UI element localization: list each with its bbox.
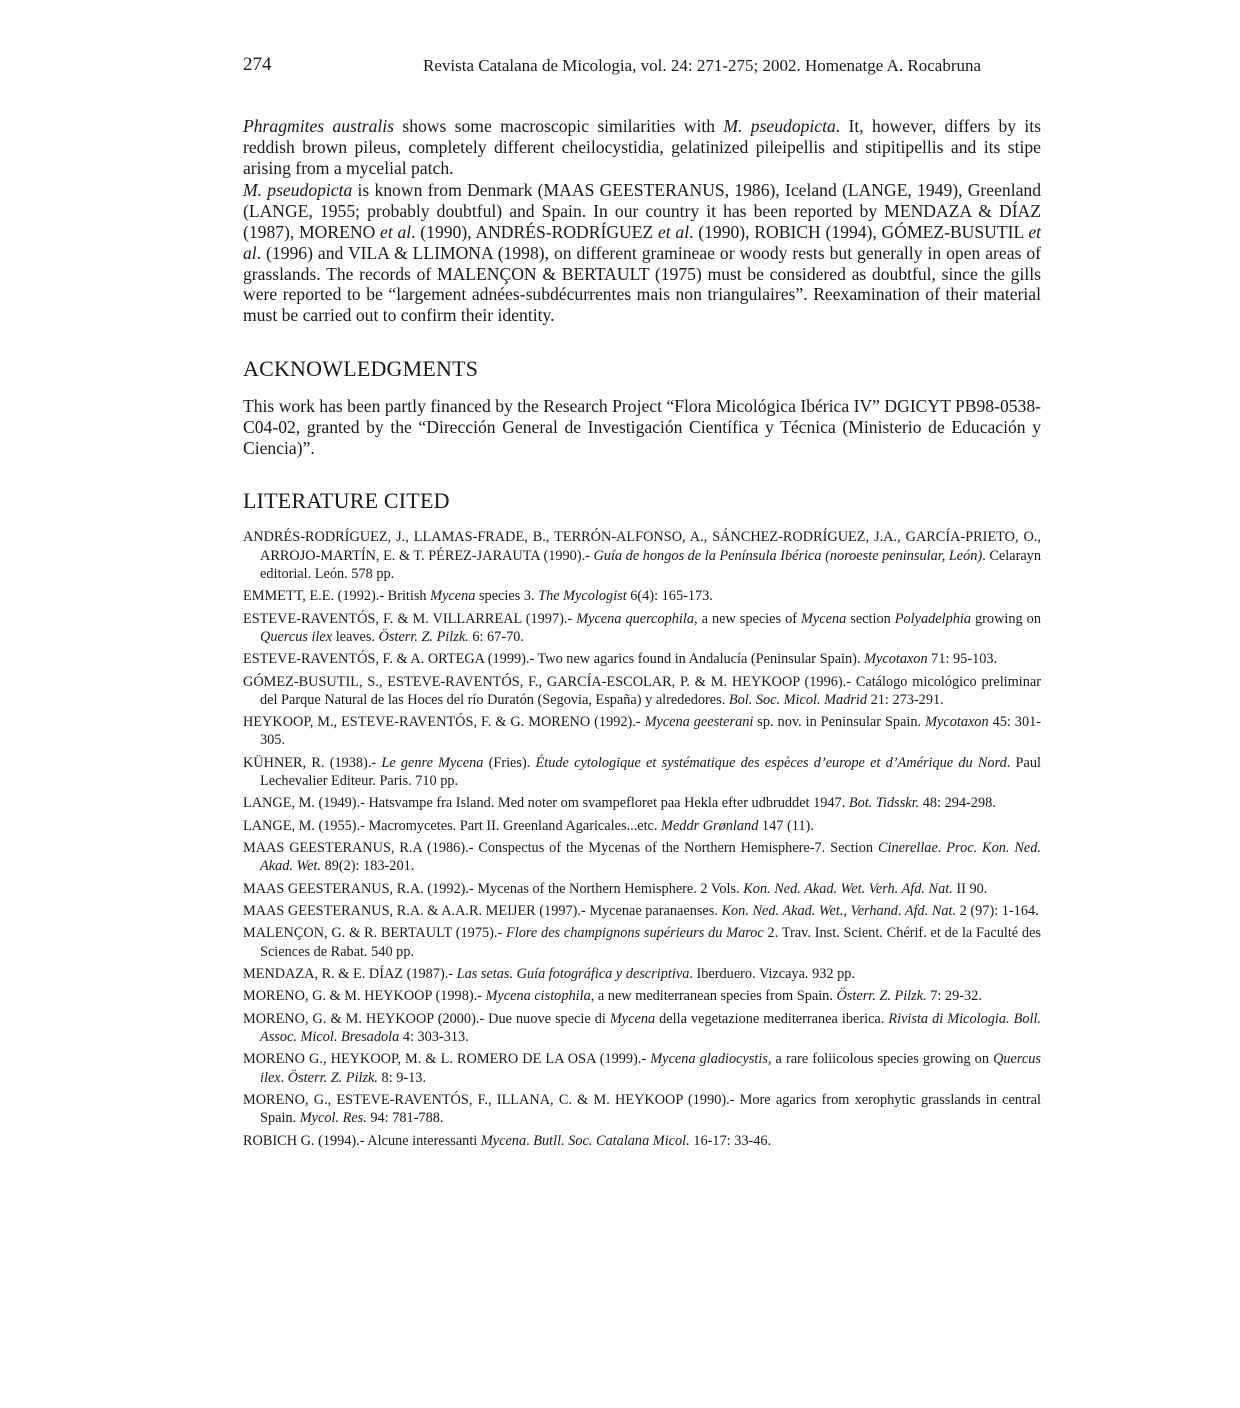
text-run: LANGE, M. (1949).- Hatsvampe fra Island. Med noter om svampefloret paa Hekla efter udbruddet 1947. (243, 795, 849, 812)
reference-entry (243, 902, 1041, 920)
text-run: MORENO G., HEYKOOP, M. & L. ROMERO DE LA OSA (1999).- (243, 1051, 651, 1068)
italic-text: Mycotaxon (864, 651, 928, 668)
text-run: , a new mediterranean species from Spain. (590, 988, 837, 1005)
text-run: species 3. (475, 588, 539, 605)
text-run: growing on (971, 610, 1041, 627)
text-run: . Iberduero. Vizcaya. 932 pp. (689, 966, 855, 983)
reference-entry (243, 713, 1041, 749)
text-run: MENDAZA, R. & E. DÍAZ (1987).- (243, 966, 457, 983)
text-run: EMMETT, E.E. (1992).- British (243, 588, 431, 605)
reference-entry (243, 924, 1041, 960)
text-run: della vegetazione mediterranea iberica. (655, 1010, 889, 1027)
reference-entry (243, 987, 1041, 1005)
text-run: MAAS GEESTERANUS, R.A (1986).- Conspectus of the Mycenas of the Northern Hemisphere-7. Section (243, 840, 878, 857)
reference-entry (243, 965, 1041, 983)
text-run: sp. nov. in Peninsular Spain. (753, 714, 926, 731)
text-run: 2 (97): 1-164. (956, 903, 1039, 920)
reference-list (243, 528, 1041, 1149)
body-text (243, 116, 1041, 326)
reference-entry (243, 880, 1041, 898)
text-run: . (1990), ANDRÉS-RODRÍGUEZ (411, 221, 658, 242)
italic-text: Kon. Ned. Akad. Wet., Verhand. Afd. Nat. (721, 903, 957, 920)
text-run: 6(4): 165-173. (626, 588, 713, 605)
text-run: 7: 29-32. (926, 988, 982, 1005)
text-run: 4: 303-313. (399, 1029, 469, 1046)
reference-entry (243, 754, 1041, 790)
text-run: HEYKOOP, M., ESTEVE-RAVENTÓS, F. & G. MORENO (1992).- (243, 714, 645, 731)
text-run: ROBICH G. (1994).- Alcune interessanti (243, 1132, 481, 1149)
acknowledgments-heading: ACKNOWLEDGMENTS (243, 355, 479, 381)
italic-text: Kon. Ned. Akad. Wet. Verh. Afd. Nat. (743, 880, 953, 897)
text-run: 6: 67-70. (468, 628, 524, 645)
text-run: 89(2): 183-201. (321, 858, 415, 875)
text-run: LANGE, M. (1955).- Macromycetes. Part II. Greenland Agaricales...etc. (243, 817, 662, 834)
italic-text: Phragmites australis (243, 116, 395, 136)
italic-text: Las setas. Guía fotográfica y descriptiva (456, 966, 690, 983)
text-run: 21: 273-291. (867, 691, 944, 708)
text-run: 16-17: 33-46. (689, 1132, 772, 1149)
text-run: MORENO, G. & M. HEYKOOP (2000).- Due nuove specie di (243, 1010, 610, 1027)
text-run: . It, however, differs by its reddish brown pileus, completely different cheilocystidia, gelatinized pileipellis and stipitipellis and its stipe arising from a mycelial patch. (243, 116, 1041, 178)
italic-text: Bol. Soc. Micol. Madrid (728, 691, 868, 708)
reference-entry (243, 1132, 1041, 1150)
italic-text: M. pseudopicta (723, 116, 836, 136)
italic-text: et al (380, 221, 412, 242)
literature-heading: LITERATURE CITED (243, 488, 450, 514)
italic-text: Rivista di Micologia. Boll. Assoc. Micol. Bresadola (260, 1010, 1041, 1046)
acknowledgments-text: This work has been partly financed by the Research Project “Flora Micológica Ibérica IV” DGICYT PB98-0538-C04-02, granted by the “Dirección General de Investigación Científica y Técnica (Ministerio de Educación y Ciencia)”. (243, 395, 1041, 458)
text-run: MAAS GEESTERANUS, R.A. (1992).- Mycenas of the Northern Hemisphere. 2 Vols. (243, 880, 744, 897)
text-run: MALENÇON, G. & R. BERTAULT (1975).- (243, 925, 507, 942)
italic-text: Mycena (430, 588, 476, 605)
text-run: . (1990), ROBICH (1994), GÓMEZ-BUSUTIL (689, 221, 1029, 242)
text-run: leaves. (332, 628, 379, 645)
italic-text: Meddr Grønland (661, 817, 759, 834)
text-run: KÜHNER, R. (1938).- (243, 754, 382, 771)
text-run: GÓMEZ-BUSUTIL, S., ESTEVE-RAVENTÓS, F., GARCÍA-ESCOLAR, P. & M. HEYKOOP (1996).- Catálogo micológico preliminar del Parque Natural de las Hoces del río Duratón (Segovia, España) y alrededores. (243, 673, 1041, 708)
italic-text: Cinerellae (877, 840, 938, 857)
reference-entry (243, 650, 1041, 668)
italic-text: Guía de hongos de la Península Ibérica (noroeste peninsular, León) (593, 547, 983, 564)
text-run: ANDRÉS-RODRÍGUEZ, J., LLAMAS-FRADE, B., TERRÓN-ALFONSO, A., SÁNCHEZ-RODRÍGUEZ, J.A., GARCÍA-PRIETO, O., ARROJO-MARTÍN, E. & T. PÉREZ-JARAUTA (1990).- (243, 529, 1041, 564)
reference-entry (243, 528, 1041, 583)
text-run: 2. Trav. Inst. Scient. Chérif. et de la Faculté des Sciences de Rabat. 540 pp. (260, 925, 1041, 960)
italic-text: Österr. Z. Pilzk. (287, 1069, 378, 1086)
text-run: . (526, 1132, 534, 1149)
italic-text: Mycena geesterani (644, 714, 754, 731)
text-run: MORENO, G. & M. HEYKOOP (1998).- (243, 988, 486, 1005)
italic-text: Flore des champignons supérieurs du Maroc (506, 925, 764, 942)
reference-entry (243, 587, 1041, 605)
text-run: 8: 9-13. (377, 1069, 427, 1086)
page-header (243, 54, 1003, 78)
text-run: . Celarayn editorial. León. 578 pp. (260, 547, 1041, 582)
reference-entry (243, 839, 1041, 875)
italic-text: Mycena cistophila (485, 988, 591, 1005)
text-run: ESTEVE-RAVENTÓS, F. & A. ORTEGA (1999).- Two new agarics found in Andalucía (Peninsular Spain). (243, 651, 865, 668)
italic-text: The Mycologist (538, 588, 627, 605)
reference-entry (243, 610, 1041, 646)
text-run: 94: 781-788. (366, 1110, 444, 1127)
reference-entry (243, 673, 1041, 709)
italic-text: Bot. Tidsskr. (848, 795, 920, 812)
reference-entry (243, 794, 1041, 812)
reference-entry (243, 817, 1041, 835)
italic-text: M. pseudopicta (243, 180, 353, 201)
italic-text: Mycol. Res. (299, 1110, 367, 1127)
text-run: 147 (11). (758, 817, 814, 834)
body-paragraph (243, 116, 1041, 178)
text-run: MORENO, G., ESTEVE-RAVENTÓS, F., ILLANA, C. & M. HEYKOOP (1990).- More agarics from xerophytic grasslands in central Spain. (243, 1092, 1041, 1127)
italic-text: Butll. Soc. Catalana Micol. (533, 1132, 690, 1149)
text-run: II 90. (952, 880, 988, 897)
reference-entry (243, 1091, 1041, 1127)
text-run: (Fries). (483, 754, 536, 771)
italic-text: Polyadelphia (894, 610, 971, 627)
text-run: ESTEVE-RAVENTÓS, F. & M. VILLARREAL (1997).- (243, 610, 577, 627)
page-number: 274 (243, 54, 272, 75)
text-run: . (937, 840, 947, 857)
italic-text: Mycotaxon (925, 714, 989, 731)
text-run: , a new species of (694, 610, 801, 627)
reference-entry (243, 1010, 1041, 1046)
italic-text: Mycena (609, 1010, 656, 1027)
reference-entry (243, 1050, 1041, 1086)
italic-text: et al (243, 221, 1042, 263)
running-head: Revista Catalana de Micologia, vol. 24: 271-275; 2002. Homenatge A. Rocabruna (423, 56, 982, 75)
text-run: shows some macroscopic similarities with (394, 116, 724, 136)
text-run: . Paul Lechevalier Editeur. Paris. 710 pp. (260, 754, 1041, 789)
text-run: 45: 301-305. (260, 714, 1041, 749)
text-run: section (846, 610, 895, 627)
text-run: MAAS GEESTERANUS, R.A. & A.A.R. MEIJER (1997).- Mycenae paranaenses. (243, 903, 722, 920)
italic-text: Mycena gladiocystis (650, 1051, 768, 1068)
italic-text: Quercus ilex (260, 628, 333, 645)
italic-text: Proc. Kon. Ned. Akad. Wet. (260, 840, 1041, 875)
page-content (243, 116, 1041, 1154)
italic-text: Österr. Z. Pilzk. (836, 988, 927, 1005)
text-run: , a rare foliicolous species growing on (767, 1051, 994, 1068)
text-run: is known from Denmark (MAAS GEESTERANUS, 1986), Iceland (LANGE, 1949), Greenland (LANGE, 1955; probably doubtful) and Spain. In our country it has been reported by MENDAZA & DÍAZ (1987), MORENO (243, 180, 1041, 242)
italic-text: et al (657, 221, 690, 242)
italic-text: Mycena (480, 1132, 527, 1149)
text-run: . (280, 1069, 288, 1086)
italic-text: Mycena (801, 610, 847, 627)
italic-text: Mycena quercophila (576, 610, 695, 627)
italic-text: Quercus ilex (260, 1051, 1041, 1086)
italic-text: Le genre Mycena (381, 754, 484, 771)
text-run: 48: 294-298. (919, 795, 996, 812)
text-run: . (1996) and VILA & LLIMONA (1998), on different gramineae or woody rests but generally in open areas of grasslands. The records of MALENÇON & BERTAULT (1975) must be considered as doubtful, since the gills were reported to be “largement adnées-subdécurrentes mais non triangulaires”. Reexamination of their material must be carried out to confirm their identity. (243, 242, 1041, 326)
italic-text: Étude cytologique et systématique des espèces d’europe et d’Amérique du Nord (535, 754, 1007, 771)
body-paragraph (243, 180, 1041, 326)
text-run: 71: 95-103. (927, 651, 998, 668)
italic-text: Österr. Z. Pilzk. (378, 628, 469, 645)
